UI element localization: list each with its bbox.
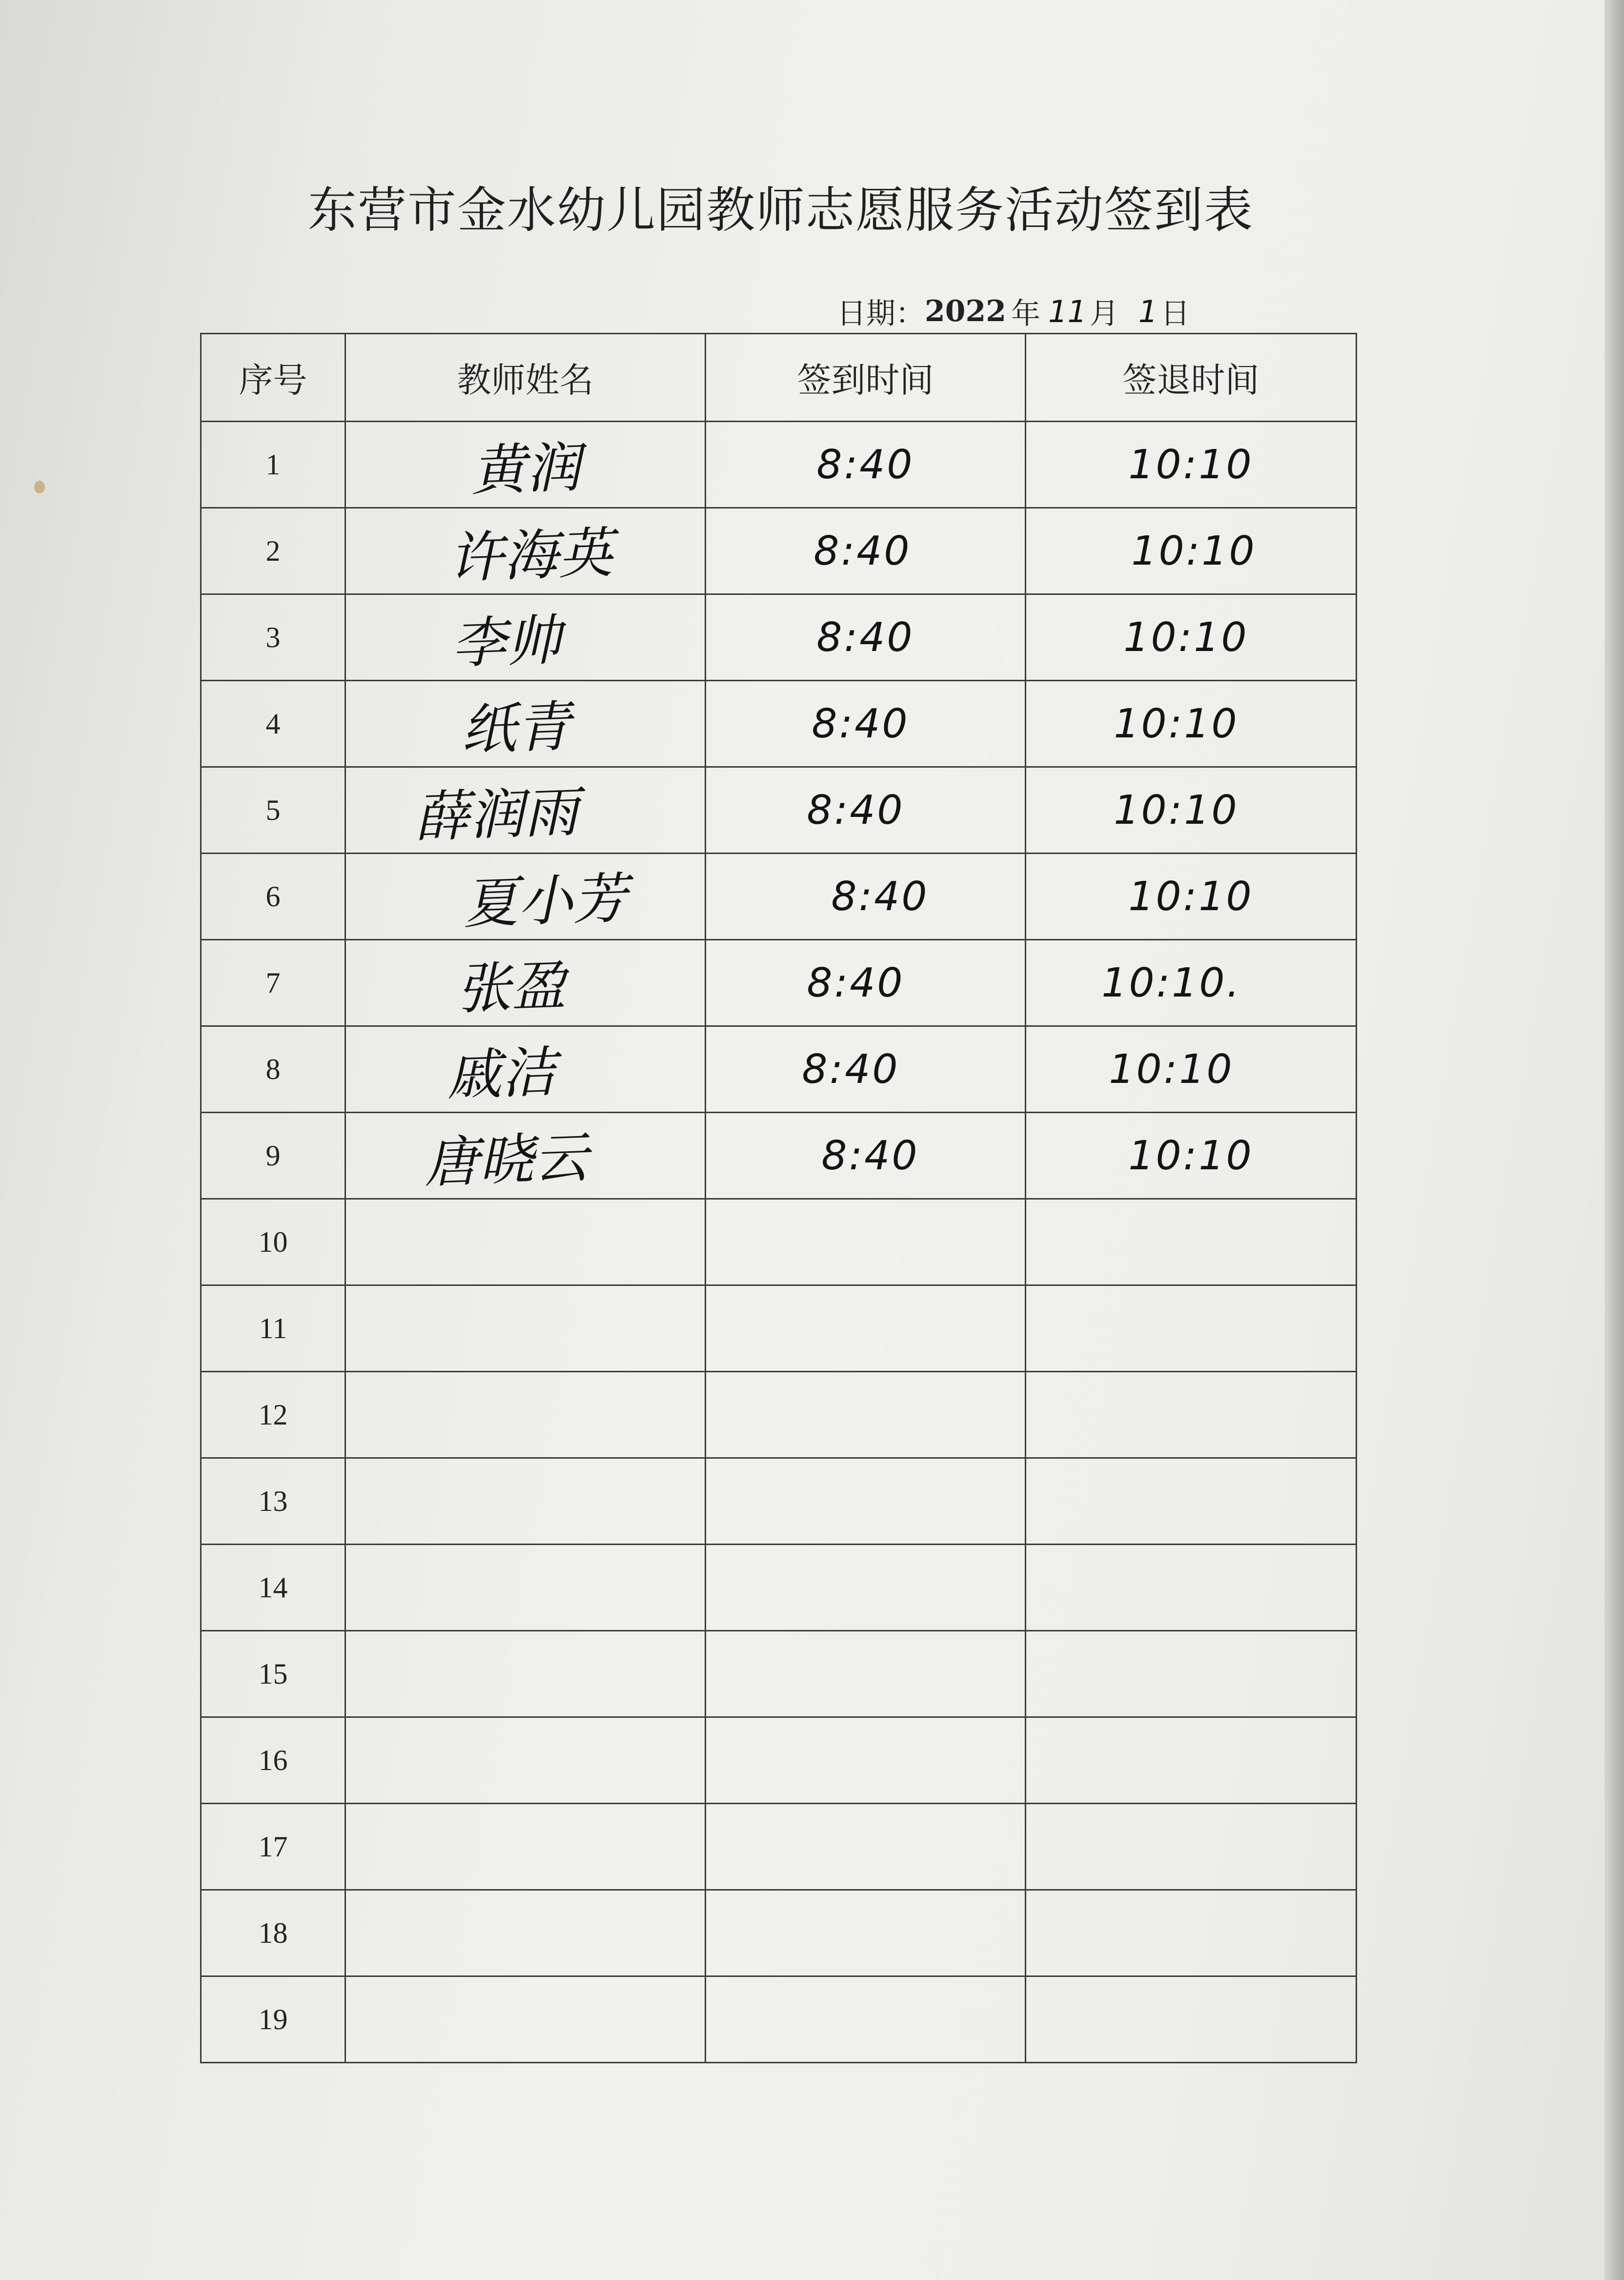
sign-in-time-cell: [706, 1113, 1026, 1199]
sign-out-time-cell: [1026, 594, 1357, 681]
row-number: 9: [265, 1139, 281, 1172]
row-number-cell: [201, 1285, 345, 1372]
table-row: [201, 1113, 1357, 1199]
sign-in-time-cell: [706, 1545, 1026, 1631]
sign-out-time: 10:10: [1128, 1132, 1254, 1179]
sign-out-time-cell: [1026, 1717, 1357, 1804]
table-row: [201, 1976, 1357, 2063]
sign-in-time: 8:40: [802, 1046, 900, 1093]
row-number-cell: [201, 681, 345, 767]
date-day: 1: [1138, 293, 1158, 329]
row-number-cell: [201, 1199, 345, 1285]
teacher-name-signature: 夏小芳: [462, 866, 628, 936]
table-row: [201, 940, 1357, 1026]
row-number: 14: [258, 1571, 288, 1604]
sign-in-time-cell: [706, 1976, 1026, 2063]
table-header-row: [201, 334, 1357, 422]
row-number: 1: [265, 448, 281, 481]
sign-out-time: 10:10: [1114, 787, 1239, 834]
row-number-cell: [201, 940, 345, 1026]
sign-in-time-cell: [706, 1458, 1026, 1545]
row-number-cell: [201, 1717, 345, 1804]
sign-in-time: 8:40: [807, 787, 905, 834]
row-number: 16: [258, 1744, 288, 1776]
sign-in-time-cell: [706, 940, 1026, 1026]
document-title: 东营市金水幼儿园教师志愿服务活动签到表: [308, 182, 1254, 239]
row-number-cell: [201, 1890, 345, 1976]
sign-in-time-cell: [706, 1804, 1026, 1890]
row-number-cell: [201, 422, 345, 508]
table-row: [201, 1717, 1357, 1804]
table-row: [201, 594, 1357, 681]
sign-out-time-cell: [1026, 1631, 1357, 1717]
paper-edge-shadow: [1604, 0, 1624, 2280]
table-row: [201, 508, 1357, 594]
header-sign-out-time: 签退时间: [1026, 334, 1357, 422]
teacher-name-signature-cell: [345, 1285, 706, 1372]
teacher-name-signature: 薛润雨: [413, 780, 579, 850]
table-row: [201, 1285, 1357, 1372]
teacher-name-signature-cell: [345, 1199, 706, 1285]
table-row: [201, 767, 1357, 854]
sign-out-time-cell: [1026, 1804, 1357, 1890]
row-number: 3: [265, 621, 281, 653]
sign-in-time-cell: [706, 594, 1026, 681]
table-row: [201, 1631, 1357, 1717]
table-row: [201, 1458, 1357, 1545]
date-month-unit: 月: [1089, 297, 1119, 331]
teacher-name-signature-cell: [345, 1717, 706, 1804]
sign-in-time-cell: [706, 1631, 1026, 1717]
teacher-name-signature-cell: [345, 594, 706, 681]
sign-out-time-cell: [1026, 508, 1357, 594]
sign-out-time-cell: [1026, 1976, 1357, 2063]
table-row: [201, 681, 1357, 767]
teacher-name-signature-cell: [345, 1026, 706, 1113]
row-number: 11: [259, 1312, 287, 1344]
sign-in-time: 8:40: [816, 614, 914, 661]
sign-out-time: 10:10: [1131, 528, 1257, 574]
sign-in-time: 8:40: [831, 873, 929, 920]
header-teacher-name: 教师姓名: [345, 334, 706, 422]
table-row: [201, 1545, 1357, 1631]
table-body: [201, 422, 1357, 2063]
paper-mark: [34, 481, 45, 493]
row-number-cell: [201, 1631, 345, 1717]
row-number-cell: [201, 594, 345, 681]
sign-out-time-cell: [1026, 854, 1357, 940]
sign-out-time-cell: [1026, 940, 1357, 1026]
date-line: [837, 293, 1190, 330]
row-number: 6: [265, 880, 281, 913]
date-month: 11: [1048, 293, 1087, 329]
row-number-cell: [201, 1545, 345, 1631]
teacher-name-signature-cell: [345, 854, 706, 940]
sign-in-time: 8:40: [813, 528, 912, 574]
sign-out-time: 10:10: [1128, 441, 1254, 488]
teacher-name-signature-cell: [345, 1890, 706, 1976]
teacher-name-signature: 纸青: [460, 694, 572, 762]
sign-in-time: 8:40: [821, 1132, 919, 1179]
teacher-name-signature: 黄润: [469, 435, 582, 503]
sign-out-time-cell: [1026, 1890, 1357, 1976]
sign-out-time-cell: [1026, 1458, 1357, 1545]
teacher-name-signature-cell: [345, 940, 706, 1026]
sign-in-time-cell: [706, 1026, 1026, 1113]
sign-out-time-cell: [1026, 767, 1357, 854]
sign-out-time: 10:10: [1128, 873, 1254, 920]
sign-out-time-cell: [1026, 422, 1357, 508]
teacher-name-signature-cell: [345, 767, 706, 854]
row-number: 17: [258, 1830, 288, 1863]
sign-in-time-cell: [706, 508, 1026, 594]
row-number: 15: [258, 1657, 288, 1690]
row-number: 12: [258, 1398, 288, 1431]
row-number-cell: [201, 1113, 345, 1199]
sign-in-time: 8:40: [816, 441, 914, 488]
teacher-name-signature: 许海英: [447, 521, 613, 590]
teacher-name-signature: 戚洁: [445, 1040, 557, 1108]
table-row: [201, 1372, 1357, 1458]
header-sign-in-time: 签到时间: [706, 334, 1026, 422]
sign-in-time-cell: [706, 681, 1026, 767]
row-number-cell: [201, 1372, 345, 1458]
sign-in-time-cell: [706, 1372, 1026, 1458]
sign-in-time: 8:40: [807, 959, 905, 1006]
sign-in-table: [200, 333, 1357, 2063]
sign-in-time-cell: [706, 854, 1026, 940]
sign-in-time-cell: [706, 1285, 1026, 1372]
sign-out-time: 10:10.: [1101, 959, 1241, 1006]
sign-out-time-cell: [1026, 1113, 1357, 1199]
row-number-cell: [201, 1026, 345, 1113]
date-year-unit: 年: [1011, 297, 1040, 331]
teacher-name-signature-cell: [345, 1631, 706, 1717]
teacher-name-signature-cell: [345, 1804, 706, 1890]
sign-out-time: 10:10: [1123, 614, 1249, 661]
sign-in-time-cell: [706, 1199, 1026, 1285]
sign-out-time-cell: [1026, 1285, 1357, 1372]
table-row: [201, 854, 1357, 940]
row-number-cell: [201, 1976, 345, 2063]
sign-out-time-cell: [1026, 1545, 1357, 1631]
teacher-name-signature-cell: [345, 1113, 706, 1199]
sign-in-time-cell: [706, 1717, 1026, 1804]
header-number: 序号: [201, 334, 345, 422]
row-number: 7: [265, 966, 281, 999]
teacher-name-signature: 李帅: [450, 608, 562, 676]
row-number-cell: [201, 854, 345, 940]
row-number: 19: [258, 2003, 288, 2036]
teacher-name-signature-cell: [345, 1458, 706, 1545]
row-number-cell: [201, 1804, 345, 1890]
table-row: [201, 1804, 1357, 1890]
date-label: 日期：: [837, 297, 925, 331]
sign-in-time-cell: [706, 422, 1026, 508]
sign-out-time-cell: [1026, 1372, 1357, 1458]
row-number: 4: [265, 707, 281, 740]
row-number: 10: [258, 1225, 288, 1258]
row-number-cell: [201, 508, 345, 594]
date-year: 2022: [925, 294, 1006, 328]
table-row: [201, 1199, 1357, 1285]
row-number-cell: [201, 1458, 345, 1545]
sign-out-time: 10:10: [1109, 1046, 1234, 1093]
table-row: [201, 1026, 1357, 1113]
teacher-name-signature-cell: [345, 1545, 706, 1631]
date-day-unit: 日: [1160, 297, 1190, 331]
teacher-name-signature-cell: [345, 681, 706, 767]
row-number: 5: [265, 794, 281, 826]
sign-out-time-cell: [1026, 681, 1357, 767]
teacher-name-signature-cell: [345, 1372, 706, 1458]
row-number: 18: [258, 1916, 288, 1949]
sign-in-time-cell: [706, 767, 1026, 854]
teacher-name-signature-cell: [345, 508, 706, 594]
teacher-name-signature: 唐晓云: [423, 1125, 589, 1195]
teacher-name-signature: 张盈: [455, 954, 567, 1021]
table-row: [201, 1890, 1357, 1976]
sign-in-time: 8:40: [812, 700, 910, 747]
sign-out-time-cell: [1026, 1026, 1357, 1113]
row-number: 2: [265, 534, 281, 567]
row-number-cell: [201, 767, 345, 854]
sign-out-time: 10:10: [1114, 700, 1239, 747]
table-row: [201, 422, 1357, 508]
teacher-name-signature-cell: [345, 1976, 706, 2063]
sign-out-time-cell: [1026, 1199, 1357, 1285]
row-number: 13: [258, 1485, 288, 1517]
teacher-name-signature-cell: [345, 422, 706, 508]
row-number: 8: [265, 1053, 281, 1085]
sign-in-time-cell: [706, 1890, 1026, 1976]
